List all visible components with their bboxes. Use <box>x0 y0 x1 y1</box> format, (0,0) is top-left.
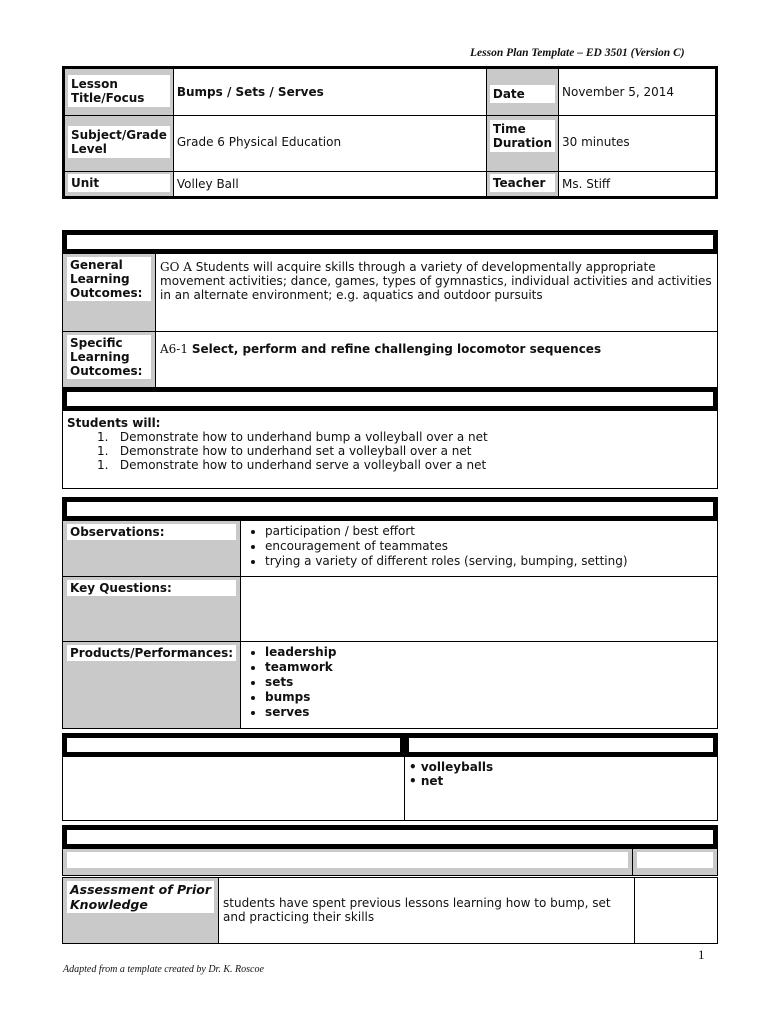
products-list <box>245 645 713 720</box>
prior-knowledge-label-cell <box>63 878 219 944</box>
list-item: • leadership <box>265 645 713 660</box>
unit-value: Volley Ball <box>173 172 486 198</box>
unit-label: Unit <box>68 174 170 192</box>
specific-outcomes-label: Specific Learning Outcomes: <box>67 335 151 379</box>
list-item: • net <box>409 774 444 788</box>
materials-cell <box>405 757 718 821</box>
outcomes-table <box>62 230 718 489</box>
outcomes-header-bar <box>63 231 718 254</box>
lesson-info-table <box>62 66 718 199</box>
observations-value <box>241 521 718 577</box>
time-label-cell <box>486 116 558 172</box>
prior-knowledge-value: students have spent previous lessons learning how to bump, set and practicing their skills <box>219 878 635 944</box>
time-label: Time Duration <box>490 120 555 152</box>
subject-label: Subject/Grade Level <box>68 126 170 158</box>
objective-item: 1. Demonstrate how to underhand set a volleyball over a net <box>97 444 472 458</box>
list-item: • bumps <box>265 690 713 705</box>
teacher-value: Ms. Stiff <box>559 172 717 198</box>
products-value <box>241 642 718 729</box>
teacher-label: Teacher <box>490 174 555 192</box>
prior-knowledge-label: Assessment of Prior Knowledge <box>67 881 214 913</box>
list-item: • trying a variety of different roles (serving, bumping, setting) <box>265 554 713 569</box>
key-questions-value <box>241 577 718 642</box>
materials-table <box>62 733 718 821</box>
procedure-table <box>62 825 718 876</box>
lesson-title-value: Bumps / Sets / Serves <box>173 68 486 116</box>
assessment-header-bar <box>63 498 718 521</box>
specific-outcomes-value <box>156 332 718 388</box>
document-header: Lesson Plan Template – ED 3501 (Version C) <box>470 47 685 59</box>
materials-header-bar <box>405 734 718 757</box>
date-label: Date <box>490 85 555 103</box>
objective-item: 1. Demonstrate how to underhand bump a volleyball over a net <box>97 430 488 444</box>
procedure-subheader-main <box>63 849 633 876</box>
general-outcomes-value <box>156 254 718 332</box>
products-label: Products/Performances: <box>67 645 236 661</box>
resources-header-bar <box>63 734 405 757</box>
footer-credit: Adapted from a template created by Dr. K. Roscoe <box>63 964 264 975</box>
general-outcome-text: Students will acquire skills through a variety of developmentally appropriate movement activities; dance, games, types of gymnastics, individual activities and activities in an alternate environment; e.g. aquatics and outdoor pursuits <box>160 260 712 302</box>
list-item: • encouragement of teammates <box>265 539 713 554</box>
lesson-title-label-cell <box>64 68 174 116</box>
prior-knowledge-time <box>635 878 718 944</box>
unit-label-cell <box>64 172 174 198</box>
objective-item: 1. Demonstrate how to underhand serve a volleyball over a net <box>97 458 487 472</box>
general-outcomes-label: General Learning Outcomes: <box>67 257 151 301</box>
specific-outcomes-label-cell <box>63 332 156 388</box>
objectives-list <box>67 430 713 472</box>
procedure-subheader-time <box>633 849 718 876</box>
resources-cell <box>63 757 405 821</box>
observations-label-cell <box>63 521 241 577</box>
objectives-heading: Students will: <box>67 416 161 430</box>
page-number: 1 <box>698 947 705 962</box>
observations-list <box>245 524 713 569</box>
general-outcome-code: GO A <box>160 260 192 274</box>
assessment-table <box>62 497 718 729</box>
general-outcomes-label-cell <box>63 254 156 332</box>
observations-label: Observations: <box>67 524 236 540</box>
list-item: • teamwork <box>265 660 713 675</box>
specific-outcome-text: Select, perform and refine challenging locomotor sequences <box>191 342 602 356</box>
list-item: • serves <box>265 705 713 720</box>
key-questions-label: Key Questions: <box>67 580 236 596</box>
teacher-label-cell <box>486 172 558 198</box>
lesson-title-label: Lesson Title/Focus <box>68 75 170 107</box>
procedure-header-bar <box>63 826 718 849</box>
key-questions-label-cell <box>63 577 241 642</box>
subject-value: Grade 6 Physical Education <box>173 116 486 172</box>
objectives-cell <box>63 411 718 489</box>
products-label-cell <box>63 642 241 729</box>
list-item: • participation / best effort <box>265 524 713 539</box>
list-item: • volleyballs <box>409 760 494 774</box>
subject-label-cell <box>64 116 174 172</box>
objectives-header-bar <box>63 388 718 411</box>
list-item: • sets <box>265 675 713 690</box>
time-value: 30 minutes <box>559 116 717 172</box>
date-label-cell <box>486 68 558 116</box>
specific-outcome-code: A6-1 <box>160 342 188 356</box>
prior-knowledge-table <box>62 877 718 944</box>
date-value: November 5, 2014 <box>559 68 717 116</box>
